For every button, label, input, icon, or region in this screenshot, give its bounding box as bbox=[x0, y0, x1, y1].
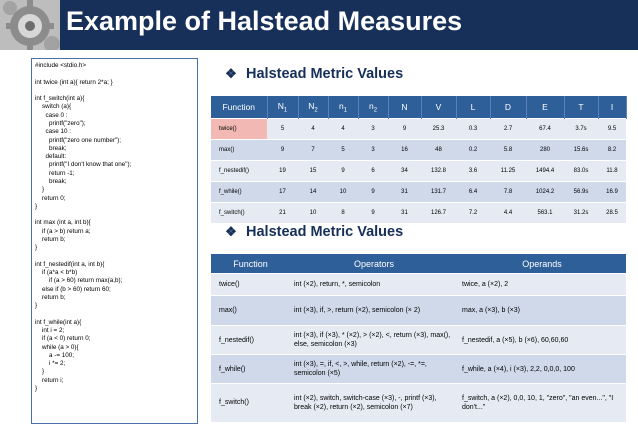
table-row bbox=[211, 355, 626, 384]
table-cell: 9 bbox=[358, 203, 388, 224]
function-cell: f_switch() bbox=[211, 384, 290, 422]
column-header: L bbox=[456, 96, 490, 119]
table-cell: 5 bbox=[328, 140, 358, 161]
function-cell: f_while() bbox=[211, 355, 290, 384]
table-row bbox=[211, 119, 626, 140]
table-cell: 31 bbox=[388, 182, 421, 203]
table-cell: 3 bbox=[358, 140, 388, 161]
table-cell: 6.4 bbox=[456, 182, 490, 203]
table-cell: 28.5 bbox=[598, 203, 626, 224]
operators-heading-text: Halstead Metric Values bbox=[246, 224, 404, 240]
table-cell: 48 bbox=[421, 140, 456, 161]
table-cell: 11.25 bbox=[490, 161, 526, 182]
column-header: D bbox=[490, 96, 526, 119]
column-header: Operands bbox=[458, 254, 626, 274]
table-cell: 8.2 bbox=[598, 140, 626, 161]
table-cell: 15.6s bbox=[564, 140, 598, 161]
operands-cell: max, a (×3), b (×3) bbox=[458, 296, 626, 326]
function-cell: f_while() bbox=[211, 182, 267, 203]
function-cell: f_nestedif() bbox=[211, 326, 290, 355]
table-cell: 83.0s bbox=[564, 161, 598, 182]
table-cell: 5 bbox=[267, 119, 298, 140]
table-cell: 17 bbox=[267, 182, 298, 203]
table-cell: 16 bbox=[388, 140, 421, 161]
function-cell: max() bbox=[211, 140, 267, 161]
operands-cell: twice, a (×2), 2 bbox=[458, 274, 626, 296]
table-row bbox=[211, 296, 626, 326]
table-cell: 31.2s bbox=[564, 203, 598, 224]
column-header: $n_2$ bbox=[358, 96, 388, 119]
table-row bbox=[211, 326, 626, 355]
table-cell: 9 bbox=[267, 140, 298, 161]
table-cell: 0.2 bbox=[456, 140, 490, 161]
column-header: T bbox=[564, 96, 598, 119]
column-header: $n_1$ bbox=[328, 96, 358, 119]
table-cell: 280 bbox=[526, 140, 564, 161]
table-cell: 2.7 bbox=[490, 119, 526, 140]
table-row bbox=[211, 203, 626, 224]
table-cell: 126.7 bbox=[421, 203, 456, 224]
table-cell: 7 bbox=[298, 140, 328, 161]
table-header-row bbox=[211, 254, 626, 274]
table-cell: 9 bbox=[388, 119, 421, 140]
table-row bbox=[211, 140, 626, 161]
operators-cell: int (×3), if (×3), * (×2), > (×2), <, return (×3), max(), else, semicolon (×3) bbox=[290, 326, 458, 355]
table-cell: 34 bbox=[388, 161, 421, 182]
table-cell: 67.4 bbox=[526, 119, 564, 140]
column-header: I bbox=[598, 96, 626, 119]
table-cell: 14 bbox=[298, 182, 328, 203]
diamond-bullet-icon: ❖ bbox=[225, 224, 237, 239]
table-cell: 3.7s bbox=[564, 119, 598, 140]
column-header: Function bbox=[211, 96, 267, 119]
table-cell: 7.8 bbox=[490, 182, 526, 203]
column-header: $N_1$ bbox=[267, 96, 298, 119]
metrics-table bbox=[211, 96, 627, 223]
table-cell: 0.3 bbox=[456, 119, 490, 140]
table-cell: 8 bbox=[328, 203, 358, 224]
table-cell: 6 bbox=[358, 161, 388, 182]
table-cell: 9.5 bbox=[598, 119, 626, 140]
column-header: N bbox=[388, 96, 421, 119]
table-cell: 4 bbox=[298, 119, 328, 140]
table-header-row bbox=[211, 96, 626, 119]
table-cell: 7.2 bbox=[456, 203, 490, 224]
table-cell: 132.8 bbox=[421, 161, 456, 182]
operators-heading bbox=[224, 224, 403, 240]
table-cell: 25.3 bbox=[421, 119, 456, 140]
column-header: Function bbox=[211, 254, 290, 274]
table-row bbox=[211, 384, 626, 422]
table-cell: 16.9 bbox=[598, 182, 626, 203]
table-cell: 5.8 bbox=[490, 140, 526, 161]
table-cell: 56.9s bbox=[564, 182, 598, 203]
title-bar bbox=[0, 0, 638, 50]
table-cell: 31 bbox=[388, 203, 421, 224]
function-cell: twice() bbox=[211, 119, 267, 140]
table-cell: 1494.4 bbox=[526, 161, 564, 182]
table-cell: 4.4 bbox=[490, 203, 526, 224]
column-header: $N_2$ bbox=[298, 96, 328, 119]
table-cell: 1024.2 bbox=[526, 182, 564, 203]
operators-cell: int (×3), =, if, <, >, while, return (×2), -=, *=, semicolon (×5) bbox=[290, 355, 458, 384]
slide-title: Example of Halstead Measures bbox=[66, 6, 463, 36]
table-cell: 3 bbox=[358, 119, 388, 140]
function-cell: f_nestedif() bbox=[211, 161, 267, 182]
table-cell: 9 bbox=[358, 182, 388, 203]
column-header: V bbox=[421, 96, 456, 119]
table-cell: 131.7 bbox=[421, 182, 456, 203]
metrics-heading bbox=[224, 66, 403, 82]
table-cell: 15 bbox=[298, 161, 328, 182]
code-listing: #include <stdio.h> int twice (int a){ return 2*a; } int f_switch(int a){ switch (a){ case 0 : printf("zero"); case 10 : printf("zero one number"); break; default: printf("I don't know that one"); return -1; break; } return 0; } int max (int a, int b){ if (a > b) return a; return b; } int f_nestedif(int a, int b){ if (a*a < b*b) if (a > 60) return max(a,b); else if (b > 60) return 60; return b; } int f_while(int a){ int i = 2; if (a < 0) return 0; while (a > 0){ a -= 100; i *= 2; } return i; } bbox=[35, 62, 132, 392]
metrics-heading-text: Halstead Metric Values bbox=[246, 66, 404, 82]
table-cell: 9 bbox=[328, 161, 358, 182]
table-row bbox=[211, 161, 626, 182]
table-cell: 563.1 bbox=[526, 203, 564, 224]
operators-cell: int (×2), switch, switch-case (×3), -, printf (×3), break (×2), return (×2), semicolon (×7) bbox=[290, 384, 458, 422]
diamond-bullet-icon: ❖ bbox=[225, 66, 237, 81]
table-cell: 19 bbox=[267, 161, 298, 182]
function-cell: twice() bbox=[211, 274, 290, 296]
function-cell: max() bbox=[211, 296, 290, 326]
operands-cell: f_nestedif, a (×5), b (×6), 60,60,60 bbox=[458, 326, 626, 355]
table-cell: 10 bbox=[328, 182, 358, 203]
table-cell: 4 bbox=[328, 119, 358, 140]
code-panel bbox=[31, 58, 198, 424]
column-header: E bbox=[526, 96, 564, 119]
function-cell: f_switch() bbox=[211, 203, 267, 224]
operators-table bbox=[211, 254, 626, 422]
column-header: Operators bbox=[290, 254, 458, 274]
gear-icon bbox=[0, 0, 60, 50]
operands-cell: f_while, a (×4), i (×3), 2,2, 0,0,0, 100 bbox=[458, 355, 626, 384]
table-row bbox=[211, 182, 626, 203]
operands-cell: f_switch, a (×2), 0,0, 10, 1, "zero", "an even...", "I don't..." bbox=[458, 384, 626, 422]
table-cell: 11.8 bbox=[598, 161, 626, 182]
table-cell: 21 bbox=[267, 203, 298, 224]
table-cell: 3.6 bbox=[456, 161, 490, 182]
operators-cell: int (×2), return, *, semicolon bbox=[290, 274, 458, 296]
table-row bbox=[211, 274, 626, 296]
table-cell: 10 bbox=[298, 203, 328, 224]
operators-cell: int (×3), if, >, return (×2), semicolon (× 2) bbox=[290, 296, 458, 326]
